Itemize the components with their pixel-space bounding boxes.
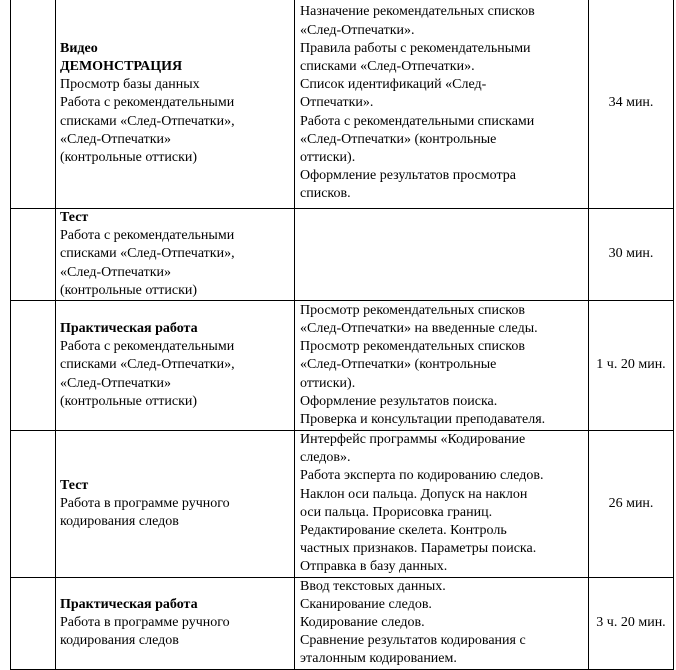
topic-line: Работа в программе ручного bbox=[60, 495, 230, 511]
topic-line: (контрольные оттиски) bbox=[60, 282, 198, 298]
duration-cell bbox=[589, 0, 674, 209]
topic-line: «След-Отпечатки» bbox=[60, 375, 172, 391]
content-line: Сравнение результатов кодирования с bbox=[300, 633, 526, 649]
duration-cell bbox=[589, 209, 674, 301]
schedule-table-body bbox=[11, 0, 674, 669]
content-line: Наклон оси пальца. Допуск на наклон bbox=[300, 486, 528, 502]
duration-value: 3 ч. 20 мин. bbox=[596, 615, 666, 631]
content-cell bbox=[295, 209, 589, 301]
content-cell bbox=[295, 577, 589, 669]
topic-title: Видео bbox=[60, 40, 98, 56]
duration-value: 30 мин. bbox=[608, 246, 654, 262]
schedule-table bbox=[10, 0, 674, 670]
content-line: Проверка и консультации преподавателя. bbox=[300, 412, 546, 428]
empty-cell bbox=[11, 0, 56, 209]
content-line: списками «След-Отпечатки». bbox=[300, 58, 475, 74]
topic-line: кодирования следов bbox=[60, 513, 179, 529]
duration-value: 1 ч. 20 мин. bbox=[596, 357, 666, 373]
topic-line: (контрольные оттиски) bbox=[60, 150, 198, 165]
content-line: Назначение рекомендательных списков bbox=[300, 4, 535, 20]
content-line: Список идентификаций «След- bbox=[300, 77, 487, 93]
content-line: Работа с рекомендательными списками bbox=[300, 113, 535, 129]
content-line: Правила работы с рекомендательными bbox=[300, 40, 531, 56]
content-line: Оформление результатов поиска. bbox=[300, 393, 498, 409]
topic-cell bbox=[56, 431, 295, 578]
content-line: следов». bbox=[300, 450, 351, 466]
table-row bbox=[11, 431, 674, 578]
empty-cell bbox=[11, 209, 56, 301]
topic-line: Работа с рекомендательными bbox=[60, 95, 235, 111]
content-line: оси пальца. Прорисовка границ. bbox=[300, 504, 493, 520]
topic-title: Практическая работа bbox=[60, 321, 198, 336]
empty-cell bbox=[11, 301, 56, 431]
topic-line: Работа в программе ручного bbox=[60, 615, 230, 631]
content-line: оттиски). bbox=[300, 150, 356, 165]
content-line: Просмотр рекомендательных списков bbox=[300, 339, 525, 355]
content-line: оттиски). bbox=[300, 375, 356, 391]
content-line: «След-Отпечатки» (контрольные bbox=[300, 131, 497, 147]
topic-line: «След-Отпечатки» bbox=[60, 131, 172, 147]
content-line: Сканирование следов. bbox=[300, 596, 432, 612]
content-cell bbox=[295, 0, 589, 209]
content-line: Отпечатки». bbox=[300, 95, 374, 111]
content-line: частных признаков. Параметры поиска. bbox=[300, 541, 537, 557]
topic-title: ДЕМОНСТРАЦИЯ bbox=[60, 58, 183, 74]
topic-title: Тест bbox=[60, 477, 89, 493]
content-line: Интерфейс программы «Кодирование bbox=[300, 432, 526, 448]
table-row bbox=[11, 577, 674, 669]
content-line: «След-Отпечатки» (контрольные bbox=[300, 357, 497, 373]
content-line: Просмотр рекомендательных списков bbox=[300, 302, 525, 318]
content-line: «След-Отпечатки» на введенные следы. bbox=[300, 321, 538, 336]
table-row bbox=[11, 301, 674, 431]
content-line: Оформление результатов просмотра bbox=[300, 168, 516, 184]
duration-cell bbox=[589, 577, 674, 669]
content-line: эталонным кодированием. bbox=[300, 651, 457, 667]
topic-title: Практическая работа bbox=[60, 596, 198, 612]
topic-cell bbox=[56, 301, 295, 431]
duration-cell bbox=[589, 301, 674, 431]
table-row bbox=[11, 209, 674, 301]
topic-cell bbox=[56, 0, 295, 209]
content-cell bbox=[295, 301, 589, 431]
empty-cell bbox=[11, 577, 56, 669]
empty-cell bbox=[11, 431, 56, 578]
content-cell bbox=[295, 431, 589, 578]
topic-line: Работа с рекомендательными bbox=[60, 228, 235, 244]
duration-cell bbox=[589, 431, 674, 578]
topic-line: (контрольные оттиски) bbox=[60, 393, 198, 409]
topic-line: списками «След-Отпечатки», bbox=[60, 246, 235, 262]
duration-value: 34 мин. bbox=[608, 95, 654, 111]
topic-line: списками «След-Отпечатки», bbox=[60, 113, 235, 129]
topic-line: Просмотр базы данных bbox=[60, 77, 200, 93]
content-line: «След-Отпечатки». bbox=[300, 22, 415, 38]
topic-cell bbox=[56, 577, 295, 669]
duration-value: 26 мин. bbox=[608, 495, 654, 511]
topic-line: Работа с рекомендательными bbox=[60, 339, 235, 355]
content-line: Кодирование следов. bbox=[300, 615, 425, 631]
topic-line: кодирования следов bbox=[60, 633, 179, 649]
topic-line: списками «След-Отпечатки», bbox=[60, 357, 235, 373]
topic-cell bbox=[56, 209, 295, 301]
content-line: Ввод текстовых данных. bbox=[300, 578, 446, 594]
content-line: Редактирование скелета. Контроль bbox=[300, 523, 507, 539]
content-line: Работа эксперта по кодированию следов. bbox=[300, 468, 544, 484]
table-row bbox=[11, 0, 674, 209]
content-line: Отправка в базу данных. bbox=[300, 559, 448, 575]
topic-title: Тест bbox=[60, 210, 89, 225]
content-line: списков. bbox=[300, 186, 351, 202]
topic-line: «След-Отпечатки» bbox=[60, 264, 172, 280]
